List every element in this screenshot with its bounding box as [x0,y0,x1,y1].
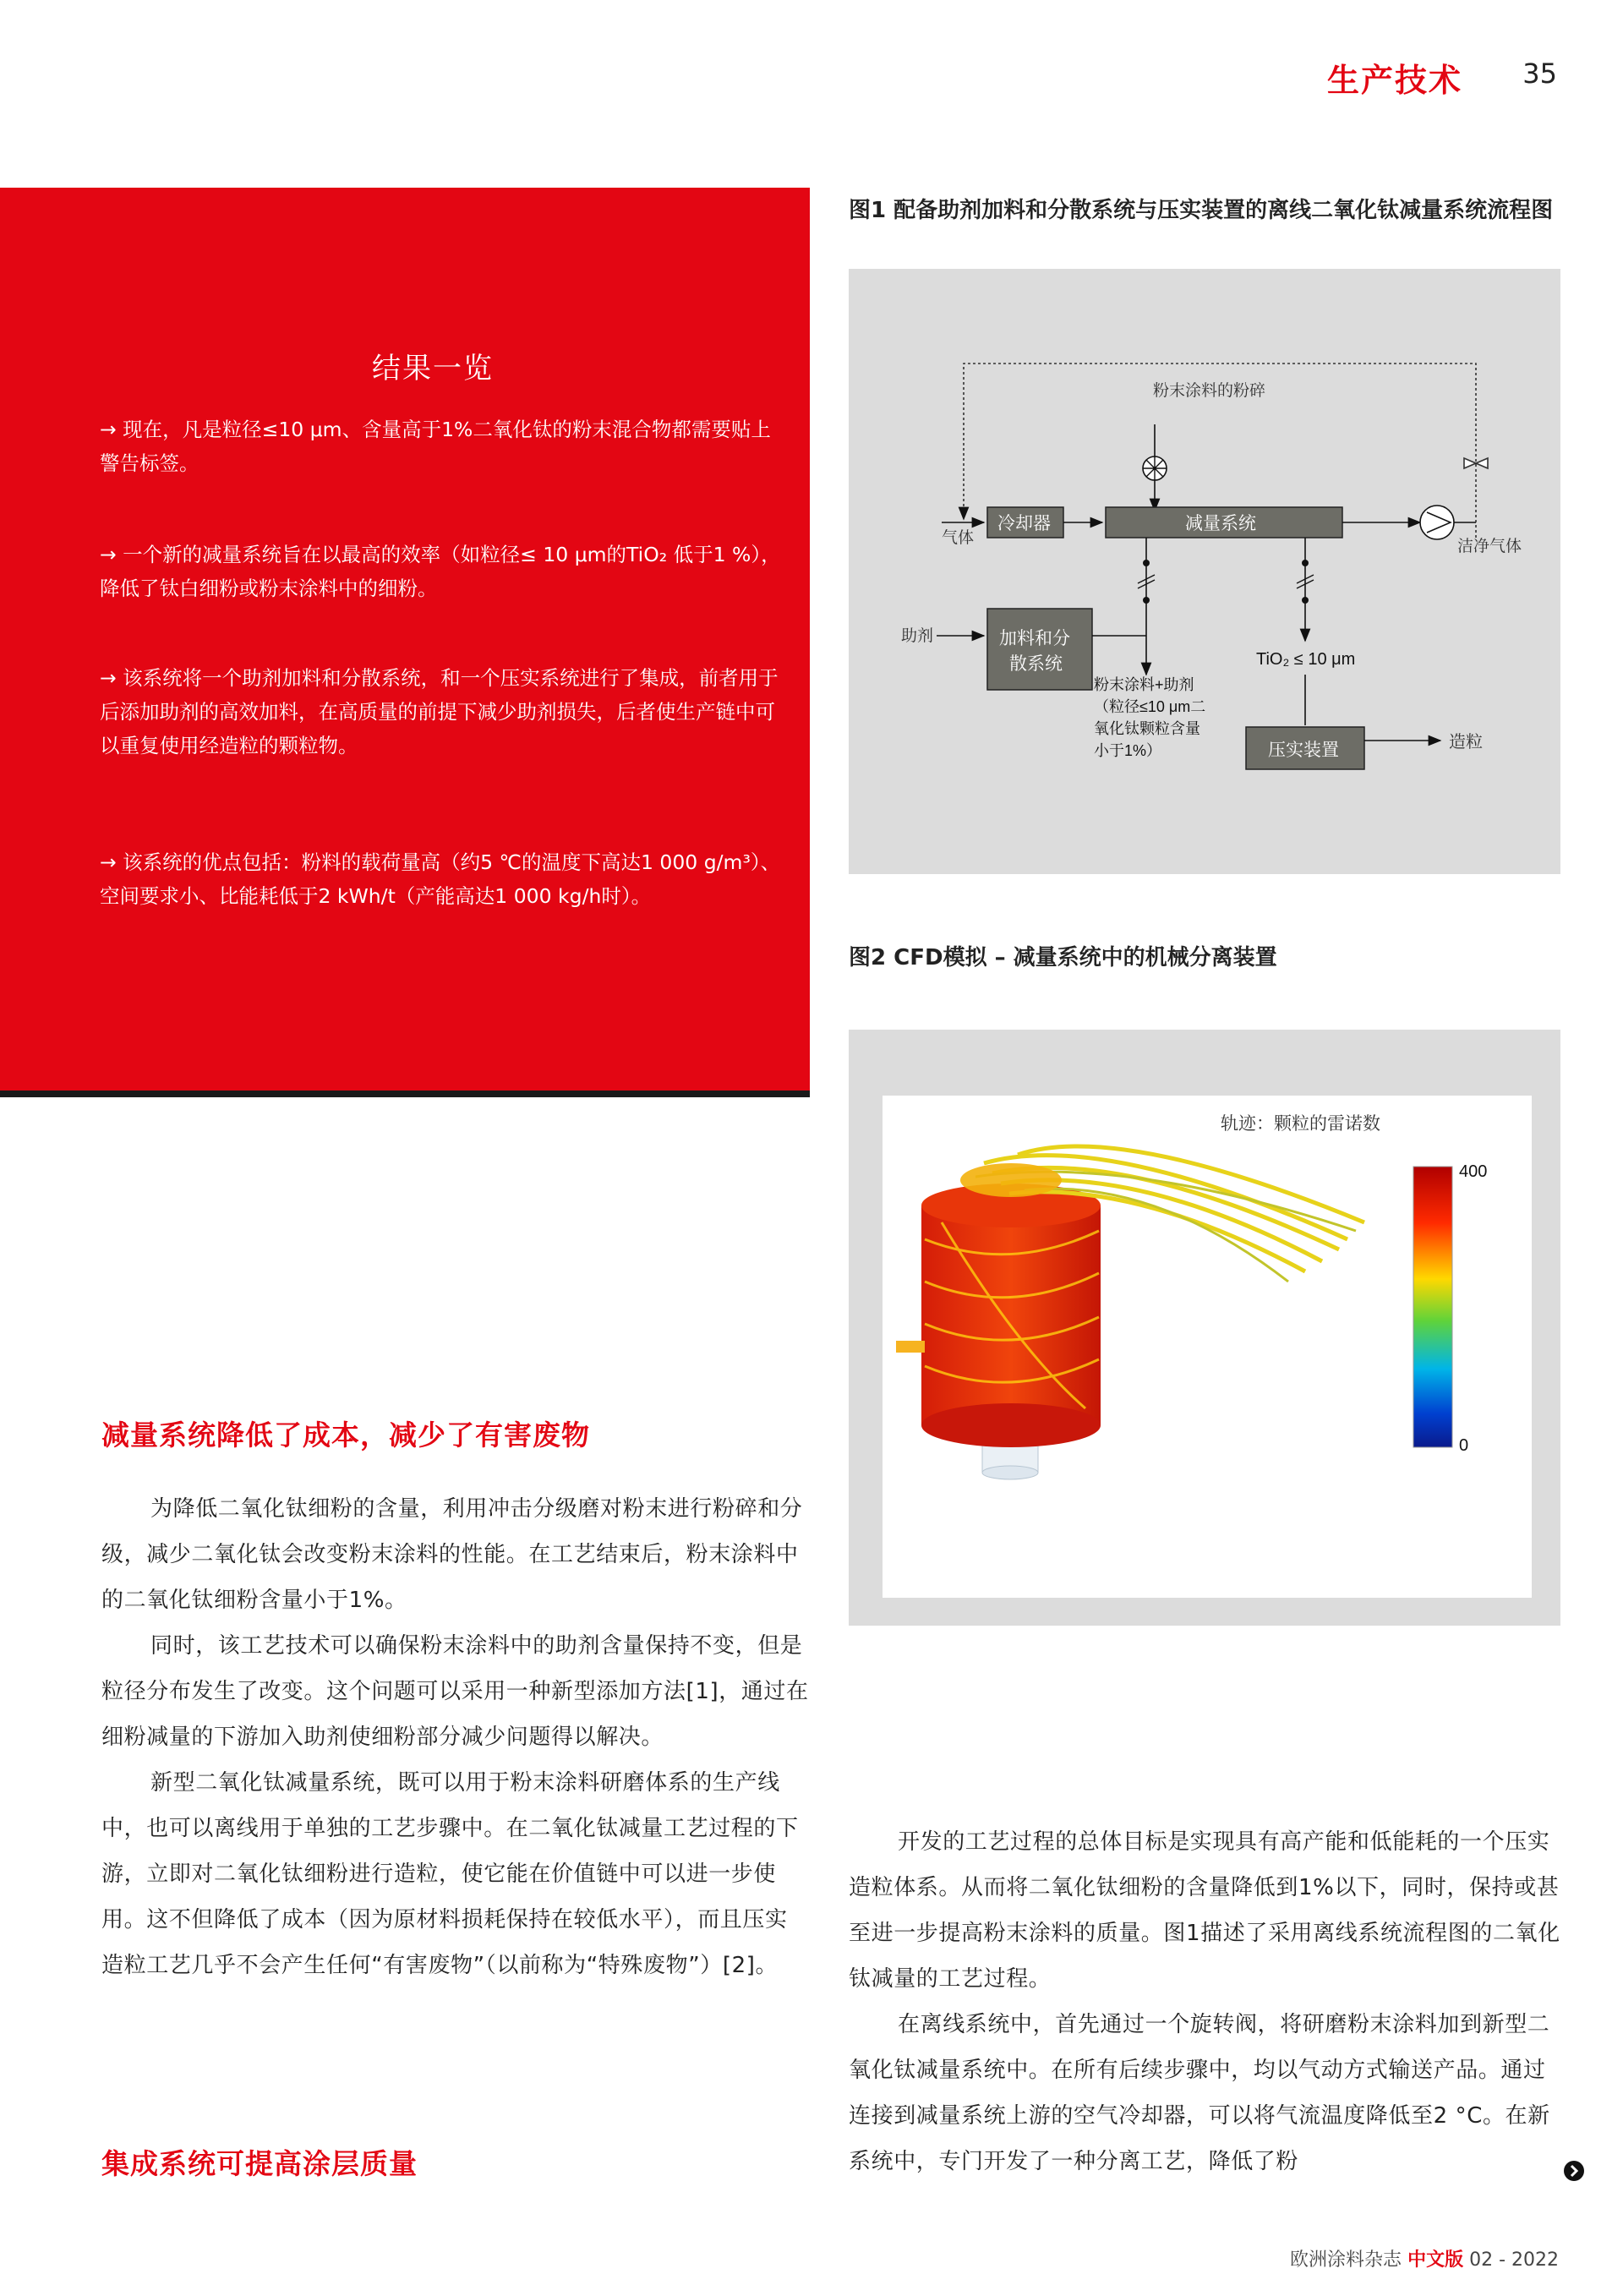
label-dosing: 加料和分 [999,629,1070,648]
label-powder-4: 小于1%） [1094,742,1162,759]
scale-max: 400 [1459,1162,1488,1181]
label-additive: 助剂 [901,627,934,645]
figure2-caption: 图2 CFD模拟 – 减量系统中的机械分离装置 [849,945,1277,970]
heading-cost-reduction: 减量系统降低了成本，减少了有害废物 [101,1419,590,1451]
label-clean-gas: 洁净气体 [1457,538,1522,555]
section-title: 生产技术 [1326,62,1462,99]
label-powder-1: 粉末涂料+助剂 [1094,676,1194,693]
label-cooler: 冷却器 [997,514,1051,533]
page-number: 35 [1522,57,1557,90]
paragraph: 为降低二氧化钛细粉的含量，利用冲击分级磨对粉末进行粉碎和分级，减少二氧化钛会改变粉末涂料的性能。在工艺结束后，粉末涂料中的二氧化钛细粉含量小于1%。 [101,1496,803,1613]
footer [1290,2245,1559,2271]
figure1-caption: 图1 配备助剂加料和分散系统与压实装置的离线二氧化钛减量系统流程图 [849,198,1554,223]
summary-item: → 现在，凡是粒径≤10 μm、含量高于1%二氧化钛的粉末混合物都需要贴上警告标签。 [100,418,771,475]
summary-item: → 一个新的减量系统旨在以最高的效率（如粒径≤ 10 μm的TiO₂ 低于1 %），降低了钛白细粉或粉末涂料中的细粉。 [100,543,781,600]
separator-cylinder [921,1205,1101,1425]
footer-issue: 02 - 2022 [1469,2250,1559,2271]
fan-icon [1420,506,1454,539]
label-gas: 气体 [942,529,975,547]
paragraph: 在离线系统中，首先通过一个旋转阀，将研磨粉末涂料加到新型二氧化钛减量系统中。在所有后续步骤中，均以气动方式输送产品。通过连接到减量系统上游的空气冷却器，可以将气流温度降低至2 °C。在新系统中，专门开发了一种分离工艺，降低了粉 [849,2012,1550,2174]
paragraph: 新型二氧化钛减量系统，既可以用于粉末涂料研磨体系的生产线中，也可以离线用于单独的工艺步骤中。在二氧化钛减量工艺过程的下游，立即对二氧化钛细粉进行造粒，使它能在价值链中可以进一步使用。这不但降低了成本（因为原材料损耗保持在较低水平），而且压实造粒工艺几乎不会产生任何“有害废物”（以前称为“特殊废物”）[2]。 [101,1770,799,1978]
label-granule: 造粒 [1449,733,1483,752]
legend-title: 轨迹：颗粒的雷诺数 [1221,1114,1380,1134]
footer-edition: 中文版 [1407,2250,1464,2271]
label-powder-3: 氧化钛颗粒含量 [1094,720,1200,737]
figure2-cfd-image [883,1096,1532,1598]
label-tio2: TiO₂ ≤ 10 μm [1256,650,1356,669]
scale-min: 0 [1459,1436,1469,1455]
heading-integrated-system: 集成系统可提高涂层质量 [101,2147,418,2180]
summary-item: → 该系统的优点包括：粉料的载荷量高（约5 ℃的温度下高达1 000 g/m³）、空间要求小、比能耗低于2 kWh/t（产能高达1 000 kg/h时）。 [100,850,781,908]
summary-title: 结果一览 [372,352,494,385]
summary-item: → 该系统将一个助剂加料和分散系统，和一个压实系统进行了集成，前者用于后添加助剂的高效加料，在高质量的前提下减少助剂损失，后者使生产链中可以重复使用经造粒的颗粒物。 [100,666,779,757]
paragraph: 同时，该工艺技术可以确保粉末涂料中的助剂含量保持不变，但是粒径分布发生了改变。这个问题可以采用一种新型添加方法[1]，通过在细粉减量的下游加入助剂使细粉部分减少问题得以解决。 [101,1633,809,1750]
dosing-box [987,609,1092,690]
left-body-text [101,1486,810,1988]
label-reduction: 减量系统 [1185,514,1256,533]
figure1-flowchart [849,269,1560,874]
color-scale [1413,1167,1452,1447]
label-powder-2: （粒径≤10 μm二 [1094,698,1206,715]
paragraph: 开发的工艺过程的总体目标是实现具有高产能和低能耗的一个压实造粒体系。从而将二氧化钛细粉的含量降低到1%以下，同时，保持或甚至进一步提高粉末涂料的质量。图1描述了采用离线系统流程图的二氧化钛减量的工艺过程。 [849,1829,1560,1992]
continue-arrow-icon[interactable] [1564,2161,1584,2181]
footer-magazine: 欧洲涂料杂志 [1290,2250,1402,2271]
label-dosing-2: 散系统 [1009,654,1063,674]
label-grinding: 粉末涂料的粉碎 [1153,382,1266,400]
right-body-text [849,1819,1560,2184]
label-compactor: 压实装置 [1268,741,1339,760]
summary-box-rule [0,1091,810,1097]
summary-box [0,188,810,1091]
